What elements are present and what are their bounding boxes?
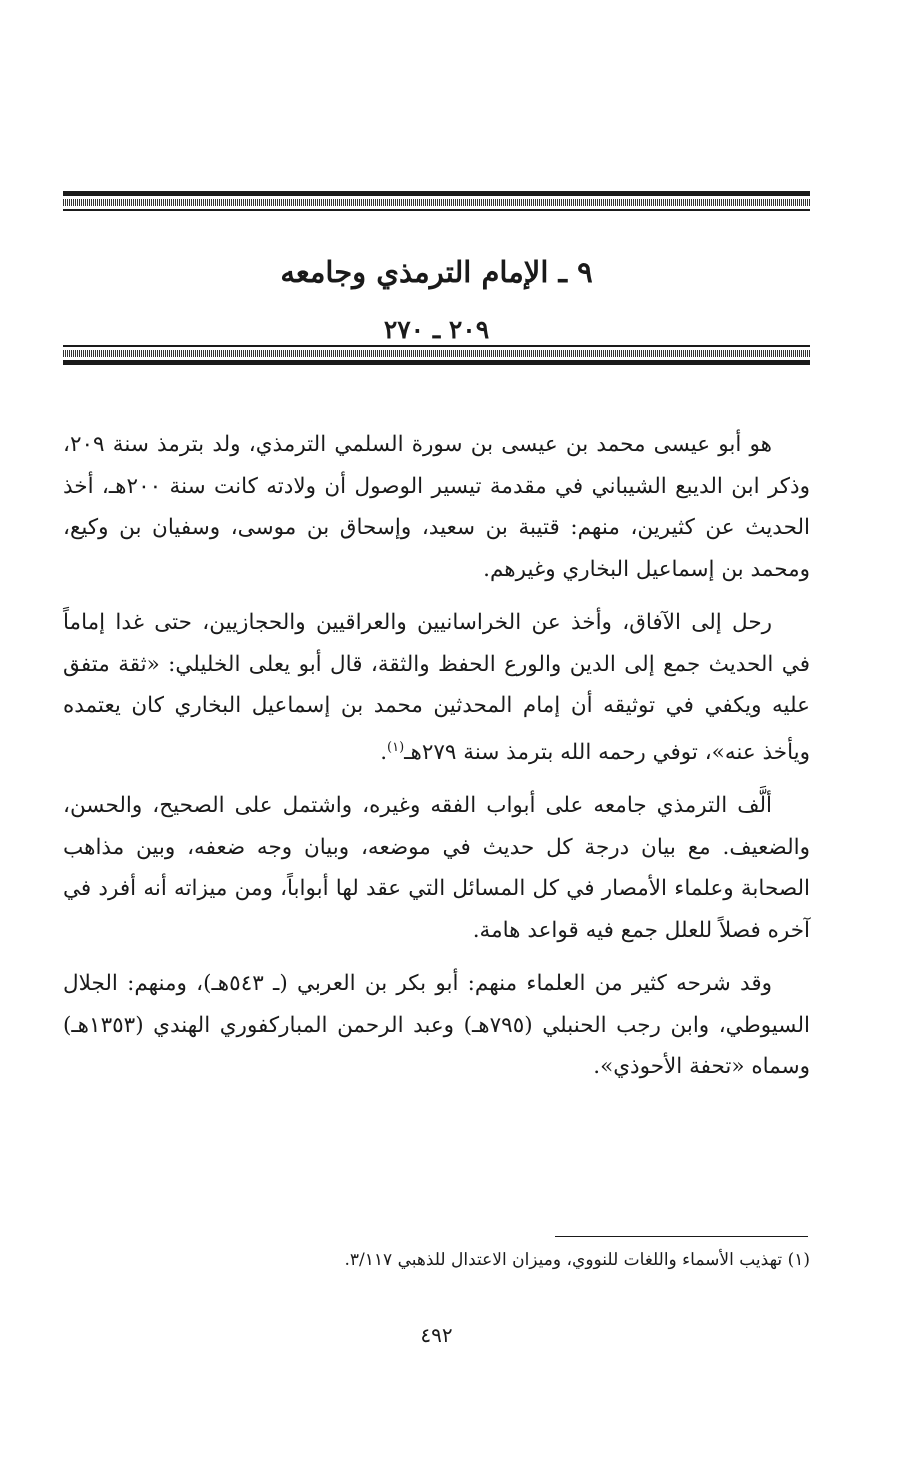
footnote-text: تهذيب الأسماء واللغات للنووي، وميزان الاعتدال للذهبي ٣/١١٧. xyxy=(344,1250,783,1270)
footnote-marker: (١) xyxy=(787,1250,810,1270)
page-number: ٤٩٢ xyxy=(420,1323,453,1347)
chapter-title: ٩ ـ الإمام الترمذي وجامعه xyxy=(280,255,593,289)
bottom-ornamental-rule xyxy=(63,345,810,365)
paragraph-2-end: . xyxy=(380,739,388,765)
paragraph-3: ألَّف الترمذي جامعه على أبواب الفقه وغيره، واشتمل على الصحيح، والحسن، والضعيف. مع بيان درجة كل حديث في موضعه، وبيان وجه ضعفه، وبين مذاهب الصحابة وعلماء الأمصار في كل المسائل التي عقد لها أبواباً، ومن ميزاته أنه أفرد في آخره فصلاً للعلل جمع فيه قواعد هامة. xyxy=(63,793,810,943)
footnote xyxy=(63,1246,810,1274)
paragraph-2 xyxy=(63,602,810,773)
footnote-reference: (١) xyxy=(387,739,405,755)
paragraph-2-text: رحل إلى الآفاق، وأخذ عن الخراسانيين والعراقيين والحجازيين، حتى غدا إماماً في الحديث جمع إلى الدين والورع الحفظ والثقة، قال أبو يعلى الخليلي: «ثقة متفق عليه ويكفي في توثيقه أن إمام المحدثين محمد بن إسماعيل البخاري كان يعتمده ويأخذ عنه»، توفي رحمه الله بترمذ سنة ٢٧٩هـ xyxy=(63,610,810,765)
body-text xyxy=(63,424,810,1100)
top-ornamental-rule xyxy=(63,191,810,211)
paragraph-4: وقد شرحه كثير من العلماء منهم: أبو بكر بن العربي (ـ ٥٤٣هـ)، ومنهم: الجلال السيوطي، وابن رجب الحنبلي (٧٩٥هـ) وعبد الرحمن المباركفوري الهندي (١٣٥٣هـ) وسماه «تحفة الأحوذي». xyxy=(63,971,810,1080)
paragraph-1: هو أبو عيسى محمد بن عيسى بن سورة السلمي الترمذي، ولد بترمذ سنة ٢٠٩، وذكر ابن الديبع الشيباني في مقدمة تيسير الوصول أن ولادته كانت سنة ٢٠٠هـ، أخذ الحديث عن كثيرين، منهم: قتيبة بن سعيد، وإسحاق بن موسى، وسفيان بن وكيع، ومحمد بن إسماعيل البخاري وغيرهم. xyxy=(63,432,810,582)
chapter-dates: ٢٠٩ ـ ٢٧٠ xyxy=(383,315,490,344)
footnote-separator xyxy=(555,1236,808,1237)
